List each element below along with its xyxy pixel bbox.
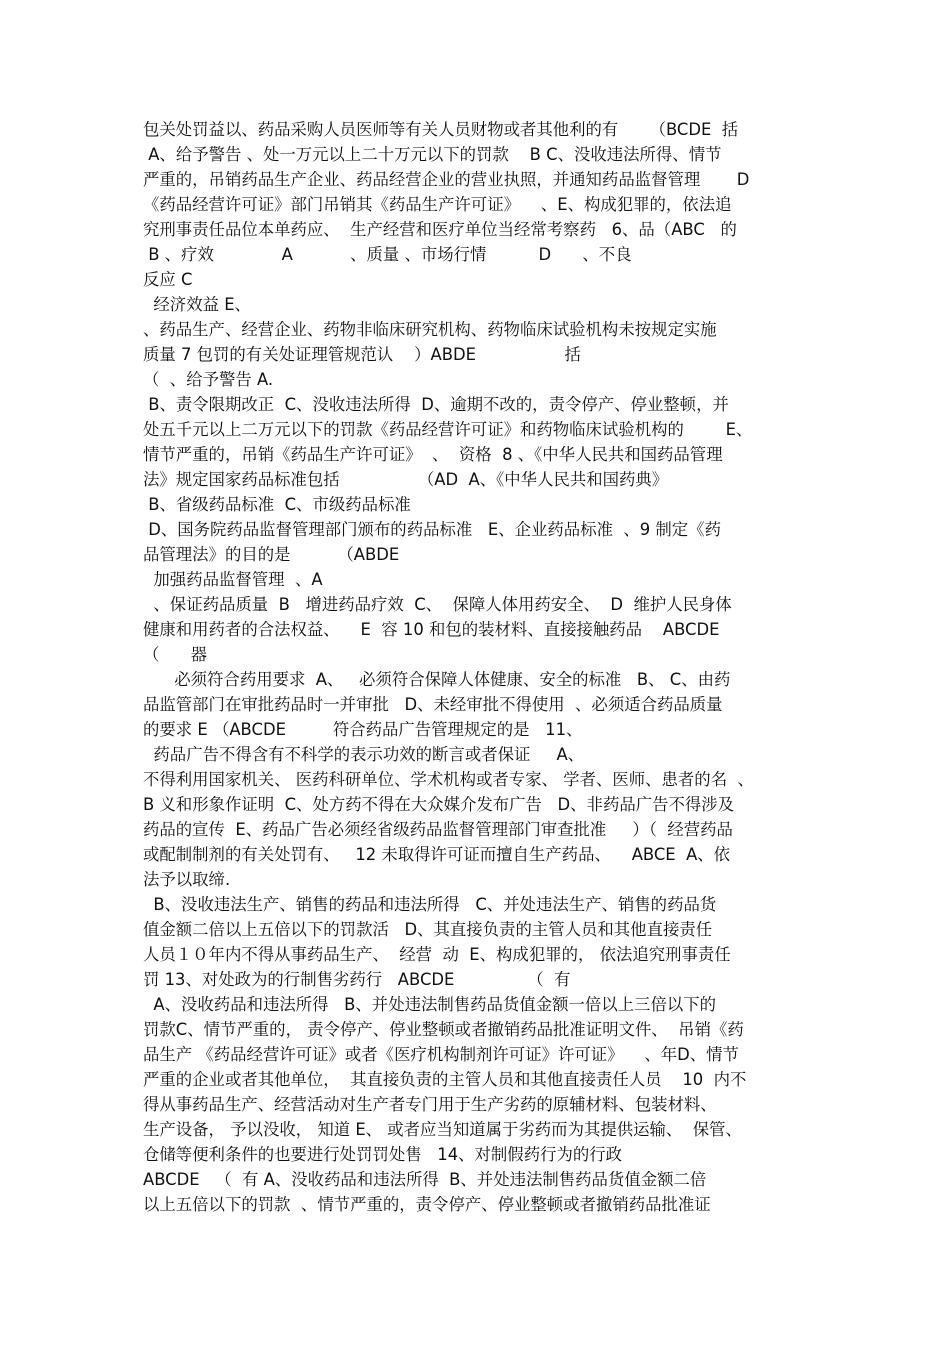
text-line: 罚 13、对处政为的行制售劣药行 ABCDE （ 有 <box>143 970 571 989</box>
text-line: B 、疗效 A 、质量 、市场行情 D 、不良 <box>143 245 632 264</box>
text-line: 加强药品监督管理 、A <box>143 570 323 589</box>
text-line: 生产设备， 予以没收， 知道 E、 或者应当知道属于劣药而为其提供运输、 保管、 <box>143 1120 742 1139</box>
text-line: 不得利用国家机关、 医药科研单位、学术机构或者专家、 学者、医师、患者的名 、 <box>143 770 754 789</box>
text-line: 品管理法》的目的是 （ABDE <box>143 545 400 564</box>
text-line: B、没收违法生产、销售的药品和违法所得 C、并处违法生产、销售的药品货 <box>143 895 717 914</box>
text-line: 必须符合药用要求 A、 必须符合保障人体健康、安全的标准 B、 C、由药 <box>143 670 731 689</box>
text-line: 法予以取缔. <box>143 870 231 889</box>
text-line: （ 、给予警告 A. <box>143 370 274 389</box>
text-line: 人员１０年内不得从事药品生产、 经营 动 E、构成犯罪的， 依法追究刑事责任 <box>143 945 731 964</box>
text-line: A、没收药品和违法所得 B、并处违法制售药品货值金额一倍以上三倍以下的 <box>143 995 717 1014</box>
text-line: B、省级药品标准 C、市级药品标准 <box>143 495 411 514</box>
document-body <box>143 117 811 1217</box>
text-line: 或配制制剂的有关处罚有、 12 未取得许可证而擅自生产药品、 ABCE A、依 <box>143 845 731 864</box>
text-line: 、保证药品质量 B 增进药品疗效 C、 保障人体用药安全、 D 维护人民身体 <box>143 595 732 614</box>
text-line: 、药品生产、经营企业、药物非临床研究机构、药物临床试验机构未按规定实施 <box>143 320 717 339</box>
text-line: 经济效益 E、 <box>143 295 251 314</box>
text-line: （ 器 <box>143 645 208 664</box>
text-line: 以上五倍以下的罚款 、情节严重的，责令停产、停业整顿或者撤销药品批准证 <box>143 1195 711 1214</box>
text-line: ABCDE （ 有 A、没收药品和违法所得 B、并处违法制售药品货值金额二倍 <box>143 1170 707 1189</box>
text-line: B、责令限期改正 C、没收违法所得 D、逾期不改的，责令停产、停业整顿，并 <box>143 395 729 414</box>
text-line: 情节严重的，吊销《药品生产许可证》 、 资格 8 、《中华人民共和国药品管理 <box>143 445 723 464</box>
text-line: 品生产 《药品经营许可证》或者《医疗机构制剂许可证》许可证》 、年D、情节 <box>143 1045 739 1064</box>
text-line: 严重的，吊销药品生产企业、药品经营企业的营业执照，并通知药品监督管理 D <box>143 170 750 189</box>
text-line: 得从事药品生产、经营活动对生产者专门用于生产劣药的原辅材料、包装材料、 <box>143 1095 717 1114</box>
text-line: 健康和用药者的合法权益、 E 容 10 和包的装材料、直接接触药品 ABCDE <box>143 620 720 639</box>
text-line: 严重的企业或者其他单位， 其直接负责的主管人员和其他直接责任人员 10 内不 <box>143 1070 747 1089</box>
text-line: 值金额二倍以上五倍以下的罚款活 D、其直接负责的主管人员和其他直接责任 <box>143 920 713 939</box>
text-line: 质量 7 包罚的有关处证理管规范认 ）ABDE 括 <box>143 345 581 364</box>
text-line: D、国务院药品监督管理部门颁布的药品标准 E、企业药品标准 、9 制定《药 <box>143 520 721 539</box>
text-line: 的要求 E （ABCDE 符合药品广告管理规定的是 11、 <box>143 720 583 739</box>
text-line: 罚款C、情节严重的， 责令停产、停业整顿或者撤销药品批准证明文件、 吊销《药 <box>143 1020 744 1039</box>
text-line: 处五千元以上二万元以下的罚款《药品经营许可证》和药物临床试验机构的 E、 <box>143 420 753 439</box>
text-line: 品监管部门在审批药品时一并审批 D、未经审批不得使用 、必须适合药品质量 <box>143 695 723 714</box>
text-line: B 义和形象作证明 C、处方药不得在大众媒介发布广告 D、非药品广告不得涉及 <box>143 795 735 814</box>
text-line: 《药品经营许可证》部门吊销其《药品生产许可证》 、E、构成犯罪的，依法追 <box>143 195 732 214</box>
text-line: 药品的宣传 E、药品广告必须经省级药品监督管理部门审查批准 ）（ 经营药品 <box>143 820 733 839</box>
text-line: 仓储等便利条件的也要进行处罚罚处售 14、对制假药行为的行政 <box>143 1145 623 1164</box>
text-line: A、给予警告 、处一万元以上二十万元以下的罚款 B C、没收违法所得、情节 <box>143 145 722 164</box>
text-line: 包关处罚益以、药品采购人员医师等有关人员财物或者其他利的有 （BCDE 括 <box>143 120 739 139</box>
text-line: 反应 C <box>143 270 193 289</box>
text-line: 法》规定国家药品标准包括 （AD A、《中华人民共和国药典》 <box>143 470 669 489</box>
text-line: 药品广告不得含有不科学的表示功效的断言或者保证 A、 <box>143 745 585 764</box>
text-line: 究刑事责任品位本单药应、 生产经营和医疗单位当经常考察药 6、品（ABC 的 <box>143 220 737 239</box>
